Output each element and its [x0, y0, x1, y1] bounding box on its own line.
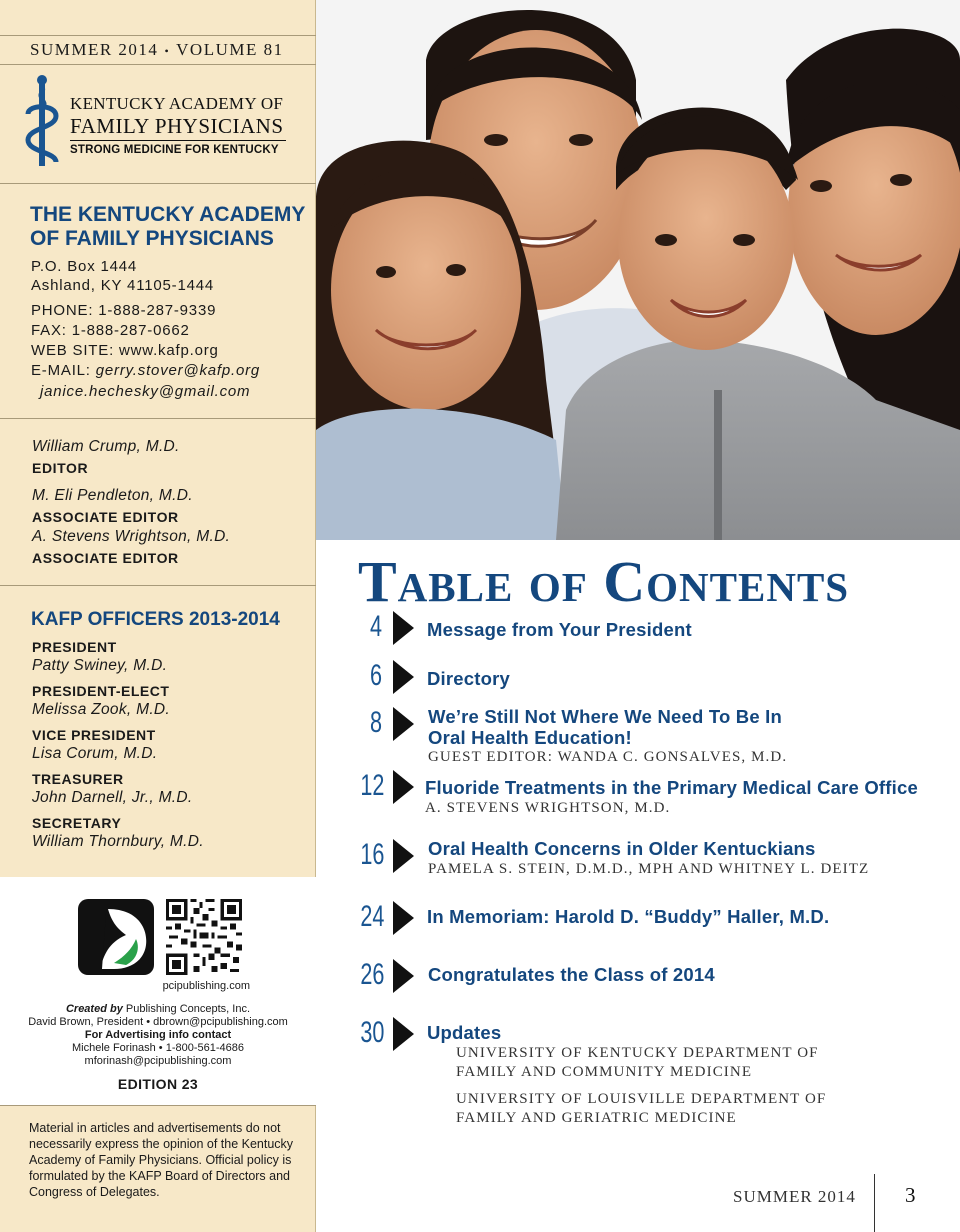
advertising-contact: Michele Forinash • 1-800-561-4686	[71, 1042, 244, 1054]
email-link[interactable]: gerry.stover@kafp.org	[95, 362, 261, 379]
toc-entry-subtitle: FAMILY AND GERIATRIC MEDICINE	[456, 1110, 737, 1126]
divider	[0, 1105, 316, 1106]
caduceus-icon	[22, 74, 62, 170]
web-link[interactable]: www.kafp.org	[119, 342, 219, 359]
logo-rule	[70, 140, 286, 141]
issue-separator: •	[164, 44, 171, 58]
toc-entry-author: A. STEVENS WRIGHTSON, M.D.	[425, 800, 671, 816]
qr-code-icon[interactable]	[166, 899, 242, 975]
phone-label: PHONE:	[31, 302, 94, 319]
staff-name: William Crump, M.D.	[32, 438, 180, 455]
toc-entry-title[interactable]: Updates	[427, 1022, 502, 1043]
created-by-company: Publishing Concepts, Inc.	[125, 1003, 251, 1015]
toc-page-number: 30	[360, 1016, 385, 1049]
toc-page-number: 12	[360, 769, 385, 802]
issue-volume: VOLUME 81	[176, 40, 284, 59]
publisher-url[interactable]: pcipublishing.com	[162, 980, 250, 992]
city: Ashland, KY 41105-1444	[31, 277, 215, 294]
toc-page-number: 16	[360, 838, 385, 871]
toc-entry-author: PAMELA S. STEIN, D.M.D., MPH AND WHITNEY L. DEITZ	[428, 861, 870, 877]
arrow-right-icon	[393, 839, 414, 873]
phone-line	[31, 302, 216, 319]
toc-entry-title[interactable]: Fluoride Treatments in the Primary Medical Care Office	[425, 777, 918, 798]
toc-page-number: 26	[360, 958, 385, 991]
arrow-right-icon	[393, 1017, 414, 1051]
officer-role: TREASURER	[32, 771, 124, 787]
divider	[0, 183, 316, 184]
kafp-logo	[22, 74, 302, 172]
divider	[0, 585, 316, 586]
email-line	[31, 362, 260, 379]
divider	[0, 418, 316, 419]
footer-issue: SUMMER 2014	[733, 1187, 856, 1206]
fax-number: 1-888-287-0662	[71, 322, 190, 339]
arrow-right-icon	[393, 901, 414, 935]
issue-line	[30, 40, 284, 60]
toc-entry-subtitle: FAMILY AND COMMUNITY MEDICINE	[456, 1064, 753, 1080]
logo-line-2: FAMILY PHYSICIANS	[70, 114, 284, 138]
phone-number[interactable]: 1-888-287-9339	[98, 302, 217, 319]
logo-line-1: KENTUCKY ACADEMY OF	[70, 94, 284, 113]
sidebar	[0, 0, 316, 1232]
org-title: THE KENTUCKY ACADEMY OF FAMILY PHYSICIANS	[30, 203, 305, 250]
officer-role: SECRETARY	[32, 815, 122, 831]
advertising-email[interactable]: mforinash@pcipublishing.com	[84, 1055, 232, 1067]
created-by-label: Created by	[65, 1003, 123, 1015]
officers-title: KAFP OFFICERS 2013-2014	[31, 609, 280, 630]
toc-entry-title[interactable]: Oral Health Concerns in Older Kentuckians	[428, 838, 816, 859]
officer-name: Patty Swiney, M.D.	[32, 657, 168, 674]
divider	[874, 1174, 875, 1232]
fax-line	[31, 322, 190, 339]
arrow-right-icon	[393, 707, 414, 741]
staff-role: ASSOCIATE EDITOR	[32, 550, 179, 566]
po-box: P.O. Box 1444	[31, 258, 138, 275]
toc-entry-subtitle: UNIVERSITY OF LOUISVILLE DEPARTMENT OF	[456, 1091, 827, 1107]
officer-role: VICE PRESIDENT	[32, 727, 156, 743]
toc-entry-title[interactable]: We’re Still Not Where We Need To Be In	[428, 706, 783, 727]
toc-page-number: 24	[360, 900, 385, 933]
toc-entry-title[interactable]: Directory	[427, 668, 511, 689]
publisher-president: David Brown, President • dbrown@pcipublishing.com	[28, 1016, 288, 1028]
divider	[0, 35, 316, 36]
toc-entry-title-line-2[interactable]: Oral Health Education!	[428, 727, 632, 748]
family-photo-illustration	[316, 0, 960, 540]
officer-name: William Thornbury, M.D.	[32, 833, 204, 850]
staff-name: A. Stevens Wrightson, M.D.	[32, 528, 231, 545]
pci-logo-icon	[78, 899, 154, 975]
arrow-right-icon	[393, 770, 414, 804]
toc-entry-author: GUEST EDITOR: WANDA C. GONSALVES, M.D.	[428, 749, 788, 765]
email-label: E-MAIL:	[31, 362, 91, 379]
officer-name: Lisa Corum, M.D.	[32, 745, 158, 762]
web-line	[31, 342, 219, 359]
officer-name: John Darnell, Jr., M.D.	[32, 789, 193, 806]
toc-entry-title[interactable]: Message from Your President	[427, 619, 692, 640]
publisher-credits	[0, 1003, 316, 1068]
issue-season: SUMMER 2014	[30, 40, 159, 59]
toc-page-number: 8	[369, 706, 382, 739]
edition-label: EDITION 23	[117, 1076, 199, 1092]
email-line-2	[40, 383, 250, 400]
toc-entry-title[interactable]: In Memoriam: Harold D. “Buddy” Haller, M.D.	[427, 906, 830, 927]
toc-page-number: 4	[369, 610, 382, 643]
advertising-label: For Advertising info contact	[84, 1029, 232, 1041]
toc-entry-title[interactable]: Congratulates the Class of 2014	[428, 964, 715, 985]
page-number: 3	[905, 1183, 916, 1207]
family-photo	[316, 0, 960, 540]
staff-role: ASSOCIATE EDITOR	[32, 509, 179, 525]
toc-page-number: 6	[369, 659, 382, 692]
web-label: WEB SITE:	[31, 342, 115, 359]
logo-tagline: STRONG MEDICINE FOR KENTUCKY	[70, 144, 279, 156]
email-link[interactable]: janice.hechesky@gmail.com	[40, 383, 251, 400]
arrow-right-icon	[393, 959, 414, 993]
toc-title: Table of Contents	[358, 549, 850, 614]
arrow-right-icon	[393, 660, 414, 694]
staff-name: M. Eli Pendleton, M.D.	[32, 487, 193, 504]
officer-name: Melissa Zook, M.D.	[32, 701, 171, 718]
divider	[0, 64, 316, 65]
created-by-line	[0, 1003, 316, 1016]
arrow-right-icon	[393, 611, 414, 645]
officer-role: PRESIDENT-ELECT	[32, 683, 170, 699]
staff-role: EDITOR	[32, 460, 89, 476]
officer-role: PRESIDENT	[32, 639, 117, 655]
toc-entry-subtitle: UNIVERSITY OF KENTUCKY DEPARTMENT OF	[456, 1045, 819, 1061]
publisher-panel	[0, 877, 316, 1105]
fax-label: FAX:	[31, 322, 67, 339]
disclaimer: Material in articles and advertisements do not necessarily express the opinion of the Kentucky Academy of Family Physicians. Official policy is formulated by the KAFP Board of Directors and Congress of Delegates.	[29, 1121, 294, 1199]
